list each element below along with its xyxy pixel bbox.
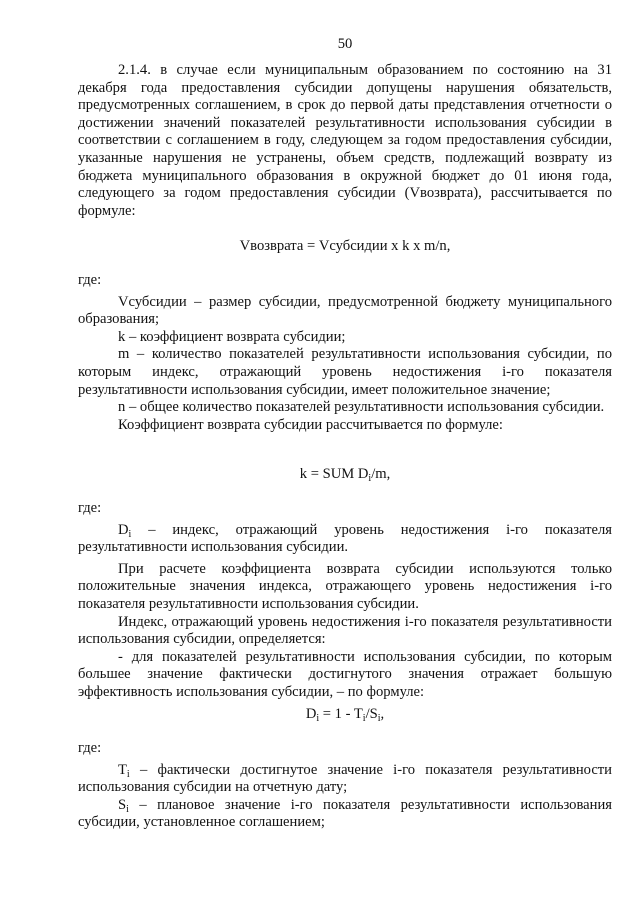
calc-note: При расчете коэффициента возврата субсидии используются только положительные значения индекса, отражающего уровень недостижения i-го показателя результативности использования субсидии.: [78, 560, 612, 612]
formula-k: [78, 466, 612, 484]
def-t: [78, 762, 612, 797]
formula-d-c-sub: i: [377, 713, 381, 724]
k-formula-intro: Коэффициент возврата субсидии рассчитывается по формуле:: [118, 416, 503, 433]
def-d-sub: i: [128, 528, 132, 540]
page-number: 50: [337, 36, 353, 52]
def-s: [78, 797, 612, 832]
formula-d-slash: /S: [365, 706, 378, 722]
def-d: [78, 522, 612, 557]
where-label: где:: [78, 272, 102, 288]
def-s-symbol: S: [118, 796, 127, 813]
def-vsubsidii: Vсубсидии – размер субсидии, предусмотренной бюджету муниципального образования;: [78, 293, 612, 328]
where-label: где:: [78, 740, 102, 756]
def-t-text: – фактически достигнутое значение i-го показателя результативности использования субсидии на отчетную дату;: [78, 761, 612, 796]
formula-k-sub: i: [368, 473, 372, 484]
def-t-sub: i: [126, 768, 130, 780]
def-s-text: – плановое значение i-го показателя результативности использования субсидии, установленное соглашением;: [78, 796, 612, 831]
formula-d-mid: = 1 - T: [319, 706, 363, 722]
formula-k-post: /m,: [371, 466, 391, 482]
case-1: - для показателей результативности использования субсидии, по которым большее значение фактически достигнутого значения отражает большую эффективность использования субсидии, – по формуле:: [78, 648, 612, 700]
formula-d-a-sub: i: [316, 713, 320, 724]
formula-d-b-sub: i: [362, 713, 366, 724]
def-m: m – количество показателей результативности использования субсидии, по которым индекс, отражающий уровень недостижения i-го показателя результативности использования субсидии, имеет положительное значение;: [78, 346, 612, 398]
definitions-block-2: [78, 500, 612, 702]
formula-d-end: ,: [380, 706, 385, 722]
def-s-sub: i: [126, 803, 129, 815]
def-t-symbol: T: [118, 761, 127, 778]
def-n: n – общее количество показателей результативности использования субсидии.: [118, 399, 605, 416]
formula-return-volume: Vвозврата = Vсубсидии x k x m/n,: [239, 238, 451, 254]
def-k: k – коэффициент возврата субсидии;: [118, 328, 346, 345]
def-d-text: – индекс, отражающий уровень недостижения i-го показателя результативности использования субсидии.: [78, 521, 612, 556]
index-definition: Индекс, отражающий уровень недостижения i-го показателя результативности использования субсидии, определяется:: [78, 613, 612, 648]
definitions-block-3: [78, 740, 612, 832]
definitions-block-1: [78, 272, 612, 434]
formula-d-a: D: [305, 706, 317, 722]
formula-k-pre: k = SUM D: [299, 466, 369, 482]
where-label: где:: [78, 500, 102, 516]
clause-2-1-4: [78, 62, 612, 220]
def-d-symbol: D: [118, 521, 129, 538]
formula-d: [78, 706, 612, 724]
clause-text: 2.1.4. в случае если муниципальным образованием по состоянию на 31 декабря года предоставления субсидии допущены нарушения обязательств, предусмотренных соглашением, в срок до первой даты представления отчетности о достижении значений показателей результативности использования субсидии в соответствии с соглашением в году, следующем за годом предоставления субсидии, указанные нарушения не устранены, объем средств, подлежащий возврату из бюджета муниципального образования в окружной бюджет до 01 июня года, следующего за годом предоставления субсидии (Vвозврата), рассчитывается по формуле:: [78, 62, 612, 219]
